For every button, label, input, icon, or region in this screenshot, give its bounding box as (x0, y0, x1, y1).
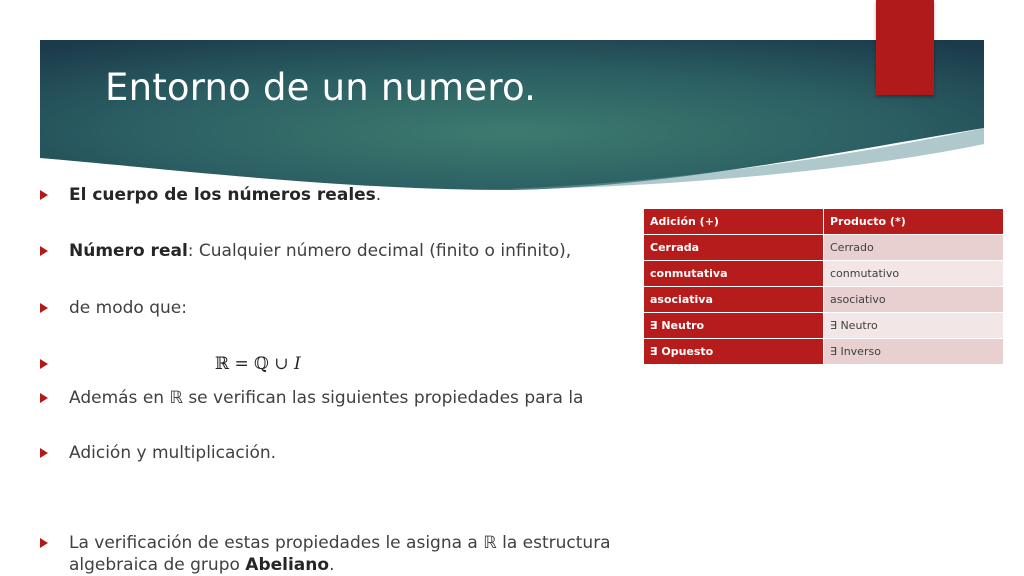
list-item (40, 184, 660, 206)
table-row (644, 235, 1004, 261)
table-row (644, 313, 1004, 339)
bullet-bold-text: Número real (69, 241, 188, 261)
table-row (644, 339, 1004, 365)
table-cell: conmutativa (644, 261, 824, 287)
bullet-text: : Cualquier número decimal (finito o infinito), (187, 241, 572, 261)
table-header-cell: Producto (*) (824, 209, 1004, 235)
decorative-red-tab (876, 0, 934, 95)
bullet-list (40, 180, 660, 575)
table-cell: asociativa (644, 287, 824, 313)
table-cell: ∃ Inverso (824, 339, 1004, 365)
table-row (644, 261, 1004, 287)
bullet-arrow-icon (40, 190, 48, 200)
table-cell: Cerrado (824, 235, 1004, 261)
table-header-cell: Adición (+) (644, 209, 824, 235)
list-item (40, 387, 660, 409)
table-cell: Cerrada (644, 235, 824, 261)
table-cell: asociativo (824, 287, 1004, 313)
list-item (40, 240, 660, 262)
bullet-arrow-icon (40, 246, 48, 256)
table-row (644, 287, 1004, 313)
list-item (40, 297, 660, 319)
bullet-arrow-icon (40, 303, 48, 313)
bullet-bold-text: El cuerpo de los números reales (69, 185, 376, 205)
table-cell: conmutativo (824, 261, 1004, 287)
bullet-arrow-icon (40, 359, 48, 369)
properties-table (643, 208, 1004, 365)
bullet-arrow-icon (40, 448, 48, 458)
bullet-text: . (375, 185, 382, 205)
table-cell: ∃ Neutro (644, 313, 824, 339)
list-item (40, 532, 669, 576)
table-cell: ∃ Opuesto (644, 339, 824, 365)
bullet-arrow-icon (40, 393, 48, 403)
bullet-text: Adición y multiplicación. (69, 443, 277, 463)
bullet-bold-text: Abeliano (245, 555, 330, 575)
list-item (40, 442, 660, 464)
bullet-arrow-icon (40, 538, 48, 548)
bullet-text: Además en ℝ se verifican las siguientes propiedades para la (69, 388, 584, 408)
title-banner (40, 40, 984, 190)
bullet-text: La verificación de estas propiedades le asigna a ℝ la estructura algebraica de grupo (69, 533, 611, 575)
table-cell: ∃ Neutro (824, 313, 1004, 339)
bullet-text: de modo que: (69, 298, 187, 318)
page-title: Entorno de un numero. (105, 66, 537, 109)
bullet-text-end: . (329, 555, 335, 575)
formula: ℝ = ℚ ∪ 𝐼 (215, 354, 301, 374)
table-header-row (644, 209, 1004, 235)
